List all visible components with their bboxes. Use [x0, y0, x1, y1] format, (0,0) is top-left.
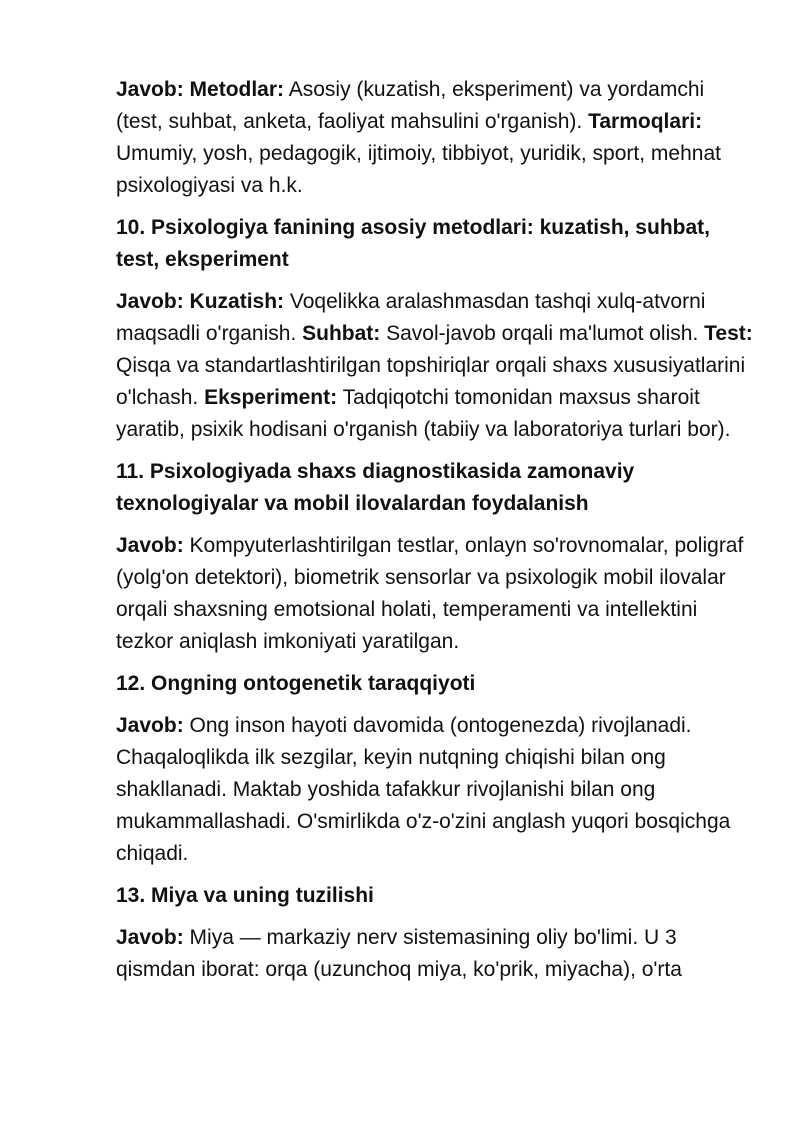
- answer-label: Javob:: [116, 714, 184, 737]
- answer-11: [116, 530, 756, 658]
- question-heading-10: 10. Psixologiya fanining asosiy metodlari: kuzatish, suhbat, test, eksperiment: [116, 216, 710, 271]
- answer-label: Javob:: [116, 290, 184, 313]
- term-tarmoqlari: Tarmoqlari:: [588, 110, 703, 133]
- answer-methods-branches: [116, 74, 756, 202]
- answer-text: Kompyuterlashtirilgan testlar, onlayn so'rovnomalar, poligraf (yolg'on detektori), biometrik sensorlar va psixologik mobil ilovalar orqali shaxsning emotsional holati, temperamenti va intellektini tezkor aniqlash imkoniyati yaratilgan.: [116, 534, 744, 653]
- term-metodlar: Metodlar:: [189, 78, 285, 101]
- question-heading-11: 11. Psixologiyada shaxs diagnostikasida zamonaviy texnologiyalar va mobil ilovalardan foydalanish: [116, 460, 635, 515]
- answer-text: Miya — markaziy nerv sistemasining oliy bo'limi. U 3 qismdan iborat: orqa (uzunchoq miya, ko'prik, miyacha), o'rta: [116, 926, 682, 981]
- answer-text: Tadqiqotchi tomonidan maxsus sharoit yaratib, psixik hodisani o'rganish (tabiiy va laboratoriya turlari bor).: [116, 386, 731, 441]
- answer-text: Umumiy, yosh, pedagogik, ijtimoiy, tibbiyot, yuridik, sport, mehnat psixologiyasi va h.k.: [116, 142, 721, 197]
- answer-10: [116, 286, 756, 446]
- answer-text: Ong inson hayoti davomida (ontogenezda) rivojlanadi. Chaqaloqlikda ilk sezgilar, keyin nutqning chiqishi bilan ong shakllanadi. Maktab yoshida tafakkur rivojlanishi bilan ong mukammallashadi. O'smirlikda o'z-o'zini anglash yuqori bosqichga chiqadi.: [116, 714, 731, 865]
- term-kuzatish: Kuzatish:: [189, 290, 285, 313]
- answer-13: [116, 922, 756, 986]
- term-suhbat: Suhbat:: [302, 322, 381, 345]
- question-heading-12: 12. Ongning ontogenetik taraqqiyoti: [116, 672, 476, 695]
- answer-label: Javob:: [116, 534, 184, 557]
- answer-text: Voqelikka aralashmasdan tashqi xulq-atvorni maqsadli o'rganish.: [116, 290, 706, 345]
- answer-text: Asosiy (kuzatish, eksperiment) va yordamchi (test, suhbat, anketa, faoliyat mahsulini o'rganish).: [116, 78, 705, 133]
- document-page: [116, 74, 756, 996]
- term-test: Test:: [704, 322, 753, 345]
- answer-12: [116, 710, 756, 870]
- answer-text: Savol-javob orqali ma'lumot olish.: [386, 322, 699, 345]
- question-heading-13: 13. Miya va uning tuzilishi: [116, 884, 374, 907]
- answer-text: Qisqa va standartlashtirilgan topshiriqlar orqali shaxs xususiyatlarini o'lchash.: [116, 354, 746, 409]
- answer-label: Javob:: [116, 78, 184, 101]
- answer-label: Javob:: [116, 926, 184, 949]
- term-eksperiment: Eksperiment:: [204, 386, 338, 409]
